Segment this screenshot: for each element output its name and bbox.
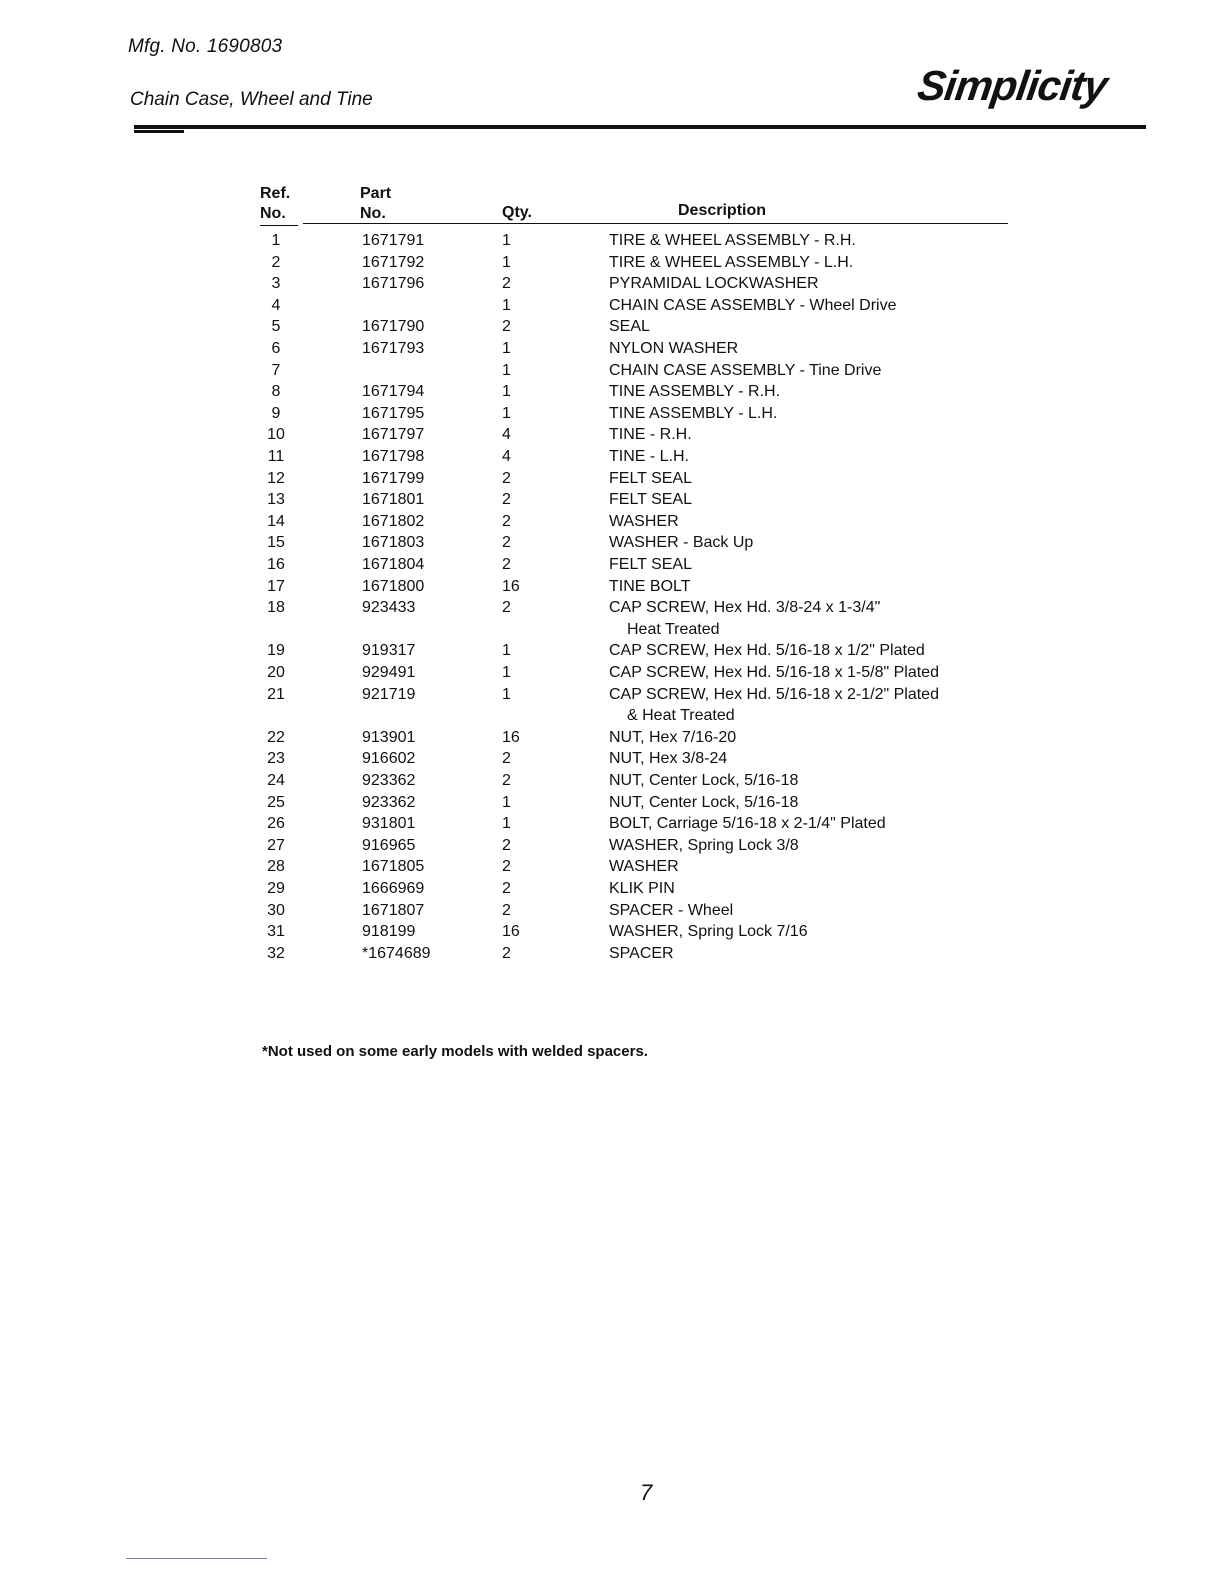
table-row bbox=[0, 856, 1224, 877]
ref-cell: 22 bbox=[267, 728, 285, 746]
section-title: Chain Case, Wheel and Tine bbox=[130, 89, 373, 110]
ref-cell: 26 bbox=[267, 815, 285, 833]
table-row bbox=[0, 727, 1224, 748]
description-cell: TINE ASSEMBLY - L.H. bbox=[609, 404, 778, 422]
column-header-description: Description bbox=[678, 202, 767, 219]
description-cell: WASHER bbox=[609, 512, 679, 530]
part-number-cell: 1671798 bbox=[362, 448, 425, 465]
part-number-cell: 916965 bbox=[362, 836, 416, 854]
part-number-cell: 923433 bbox=[362, 599, 416, 617]
ref-cell: 8 bbox=[271, 383, 281, 401]
part-number-cell: 1671803 bbox=[362, 534, 425, 552]
table-row bbox=[0, 273, 1224, 294]
table-row bbox=[0, 684, 1224, 705]
table-row bbox=[0, 900, 1224, 921]
ref-cell: 29 bbox=[267, 880, 285, 897]
description-cell: NYLON WASHER bbox=[609, 340, 739, 357]
description-cell: FELT SEAL bbox=[609, 491, 692, 509]
footnote: *Not used on some early models with welded spacers. bbox=[262, 1043, 648, 1060]
part-number-cell: 1671795 bbox=[362, 404, 425, 422]
part-number-cell: 1666969 bbox=[362, 880, 425, 897]
qty-cell: 16 bbox=[502, 923, 520, 941]
part-number-cell: 1671791 bbox=[362, 232, 425, 249]
table-row bbox=[0, 295, 1224, 316]
qty-cell: 4 bbox=[502, 426, 511, 444]
description-cell: TINE ASSEMBLY - R.H. bbox=[609, 383, 781, 401]
part-number-cell: 1671807 bbox=[362, 901, 425, 919]
part-number-cell: 913901 bbox=[362, 728, 416, 746]
column-header-qty: Qty. bbox=[502, 204, 532, 221]
description-cell: NUT, Hex 7/16-20 bbox=[609, 728, 737, 746]
qty-cell: 2 bbox=[502, 534, 511, 552]
qty-cell: 1 bbox=[502, 361, 511, 379]
description-cell: TIRE & WHEEL ASSEMBLY - R.H. bbox=[609, 232, 856, 249]
description-cell: TINE BOLT bbox=[609, 577, 691, 595]
table-row bbox=[0, 878, 1224, 899]
bottom-rule bbox=[126, 1558, 267, 1559]
header-rule-accent bbox=[134, 130, 184, 133]
qty-cell: 1 bbox=[502, 253, 511, 271]
table-row bbox=[0, 316, 1224, 337]
table-row bbox=[0, 381, 1224, 402]
ref-cell: 20 bbox=[267, 664, 285, 681]
column-header-part bbox=[360, 184, 391, 224]
description-cell: SEAL bbox=[609, 318, 650, 336]
description-cell: WASHER, Spring Lock 7/16 bbox=[609, 923, 808, 941]
ref-cell: 21 bbox=[267, 685, 285, 703]
part-number-cell: 1671797 bbox=[362, 426, 425, 444]
qty-cell: 1 bbox=[502, 642, 511, 660]
qty-cell: 2 bbox=[502, 750, 511, 768]
part-number-cell: 931801 bbox=[362, 815, 416, 833]
description-cell: NUT, Center Lock, 5/16-18 bbox=[609, 772, 799, 789]
ref-cell: 14 bbox=[267, 512, 285, 530]
qty-cell: 2 bbox=[502, 858, 511, 876]
qty-cell: 2 bbox=[502, 772, 511, 789]
qty-cell: 4 bbox=[502, 448, 511, 465]
qty-cell: 1 bbox=[502, 340, 511, 357]
description-cell: BOLT, Carriage 5/16-18 x 2-1/4" Plated bbox=[609, 815, 886, 833]
header-rule bbox=[134, 125, 1146, 129]
ref-cell: 15 bbox=[267, 534, 285, 552]
ref-cell: 30 bbox=[267, 901, 285, 919]
table-row bbox=[0, 252, 1224, 273]
description-cell: NUT, Center Lock, 5/16-18 bbox=[609, 793, 799, 811]
ref-cell: 6 bbox=[271, 340, 281, 357]
qty-cell: 1 bbox=[502, 383, 511, 401]
description-cell: CAP SCREW, Hex Hd. 5/16-18 x 1-5/8" Plated bbox=[609, 664, 939, 681]
description-cell: CAP SCREW, Hex Hd. 5/16-18 x 1/2" Plated bbox=[609, 642, 925, 660]
table-row bbox=[0, 338, 1224, 359]
ref-cell: 18 bbox=[267, 599, 285, 617]
ref-cell: 19 bbox=[267, 642, 285, 660]
qty-cell: 2 bbox=[502, 944, 511, 962]
part-number-cell: 1671799 bbox=[362, 469, 425, 487]
ref-cell: 5 bbox=[271, 318, 281, 336]
ref-cell: 25 bbox=[267, 793, 285, 811]
part-number-cell: 1671804 bbox=[362, 556, 425, 573]
ref-cell: 10 bbox=[267, 426, 285, 444]
description-cell: SPACER bbox=[609, 944, 674, 962]
part-number-cell: 923362 bbox=[362, 772, 416, 789]
description-cell: CHAIN CASE ASSEMBLY - Wheel Drive bbox=[609, 296, 897, 314]
qty-cell: 1 bbox=[502, 296, 511, 314]
description-cell: CAP SCREW, Hex Hd. 3/8-24 x 1-3/4" bbox=[609, 599, 881, 617]
qty-cell: 2 bbox=[502, 880, 511, 897]
qty-cell: 1 bbox=[502, 232, 511, 249]
qty-cell: 2 bbox=[502, 469, 511, 487]
table-row bbox=[0, 532, 1224, 553]
table-row bbox=[0, 835, 1224, 856]
description-cell: FELT SEAL bbox=[609, 469, 692, 487]
ref-cell: 11 bbox=[267, 448, 285, 465]
description-cell: NUT, Hex 3/8-24 bbox=[609, 750, 728, 768]
qty-cell: 2 bbox=[502, 318, 511, 336]
ref-cell: 2 bbox=[271, 253, 281, 271]
description-cell: PYRAMIDAL LOCKWASHER bbox=[609, 275, 819, 293]
table-row bbox=[0, 511, 1224, 532]
ref-cell: 7 bbox=[271, 361, 281, 379]
table-row bbox=[0, 640, 1224, 661]
part-number-cell: 1671801 bbox=[362, 491, 425, 509]
qty-cell: 1 bbox=[502, 793, 511, 811]
qty-cell: 2 bbox=[502, 512, 511, 530]
qty-cell: 16 bbox=[502, 577, 520, 595]
description-continuation: & Heat Treated bbox=[627, 707, 735, 725]
qty-cell: 2 bbox=[502, 901, 511, 919]
part-number-cell: 916602 bbox=[362, 750, 416, 768]
qty-cell: 1 bbox=[502, 815, 511, 833]
part-number-cell: 1671793 bbox=[362, 340, 425, 357]
table-row bbox=[0, 748, 1224, 769]
table-row bbox=[0, 813, 1224, 834]
part-number-cell: 923362 bbox=[362, 793, 416, 811]
header-underline-ref bbox=[260, 225, 298, 226]
qty-cell: 16 bbox=[502, 728, 520, 746]
qty-cell: 2 bbox=[502, 491, 511, 509]
description-continuation: Heat Treated bbox=[627, 620, 720, 638]
ref-cell: 1 bbox=[271, 232, 281, 249]
qty-cell: 1 bbox=[502, 404, 511, 422]
part-number-cell: 1671805 bbox=[362, 858, 425, 876]
qty-cell: 1 bbox=[502, 664, 511, 681]
table-row bbox=[0, 792, 1224, 813]
page-number: 7 bbox=[640, 1480, 653, 1505]
table-row bbox=[0, 424, 1224, 445]
part-number-cell: 919317 bbox=[362, 642, 416, 660]
table-row bbox=[0, 230, 1224, 251]
ref-cell: 13 bbox=[267, 491, 285, 509]
part-number-cell: 1671790 bbox=[362, 318, 425, 336]
ref-cell: 9 bbox=[271, 404, 281, 422]
description-cell: WASHER - Back Up bbox=[609, 534, 754, 552]
description-cell: TINE - L.H. bbox=[609, 448, 690, 465]
ref-cell: 27 bbox=[267, 836, 285, 854]
table-row bbox=[0, 403, 1224, 424]
qty-cell: 1 bbox=[502, 685, 511, 703]
part-number-cell: *1674689 bbox=[362, 944, 431, 962]
ref-cell: 16 bbox=[267, 556, 285, 573]
description-cell: SPACER - Wheel bbox=[609, 901, 734, 919]
description-cell: CAP SCREW, Hex Hd. 5/16-18 x 2-1/2" Plated bbox=[609, 685, 939, 703]
description-cell: TINE - R.H. bbox=[609, 426, 692, 444]
ref-cell: 17 bbox=[267, 577, 285, 595]
table-row bbox=[0, 770, 1224, 791]
description-cell: CHAIN CASE ASSEMBLY - Tine Drive bbox=[609, 361, 882, 379]
mfg-number: Mfg. No. 1690803 bbox=[128, 36, 283, 57]
ref-cell: 12 bbox=[267, 469, 285, 487]
part-number-cell: 921719 bbox=[362, 685, 416, 703]
column-header-ref bbox=[260, 184, 290, 224]
description-cell: WASHER, Spring Lock 3/8 bbox=[609, 836, 799, 854]
description-cell: FELT SEAL bbox=[609, 556, 692, 573]
table-row bbox=[0, 597, 1224, 618]
description-cell: KLIK PIN bbox=[609, 880, 675, 897]
ref-cell: 32 bbox=[267, 944, 285, 962]
header-underline-main bbox=[303, 223, 1008, 224]
table-row bbox=[0, 921, 1224, 942]
description-cell: TIRE & WHEEL ASSEMBLY - L.H. bbox=[609, 253, 854, 271]
qty-cell: 2 bbox=[502, 836, 511, 854]
column-header-part-line2: No. bbox=[360, 205, 386, 222]
table-row bbox=[0, 489, 1224, 510]
qty-cell: 2 bbox=[502, 556, 511, 573]
column-header-part-line1: Part bbox=[360, 185, 392, 202]
ref-cell: 31 bbox=[267, 923, 285, 941]
column-header-ref-line2: No. bbox=[260, 205, 286, 222]
part-number-cell: 918199 bbox=[362, 923, 416, 941]
ref-cell: 28 bbox=[267, 858, 285, 876]
part-number-cell: 929491 bbox=[362, 664, 416, 681]
description-cell: WASHER bbox=[609, 858, 679, 876]
ref-cell: 4 bbox=[271, 296, 281, 314]
part-number-cell: 1671792 bbox=[362, 253, 425, 271]
table-row bbox=[0, 943, 1224, 964]
table-row bbox=[0, 446, 1224, 467]
brand-logo: Simplicity bbox=[914, 62, 1110, 109]
table-row bbox=[0, 554, 1224, 575]
qty-cell: 2 bbox=[502, 599, 511, 617]
part-number-cell: 1671794 bbox=[362, 383, 425, 401]
part-number-cell: 1671796 bbox=[362, 275, 425, 293]
column-header-ref-line1: Ref. bbox=[260, 185, 291, 202]
part-number-cell: 1671800 bbox=[362, 577, 425, 595]
ref-cell: 23 bbox=[267, 750, 285, 768]
qty-cell: 2 bbox=[502, 275, 511, 293]
ref-cell: 3 bbox=[271, 275, 281, 293]
table-row bbox=[0, 576, 1224, 597]
part-number-cell: 1671802 bbox=[362, 512, 425, 530]
table-row bbox=[0, 662, 1224, 683]
table-row bbox=[0, 468, 1224, 489]
table-row bbox=[0, 360, 1224, 381]
ref-cell: 24 bbox=[267, 772, 285, 789]
